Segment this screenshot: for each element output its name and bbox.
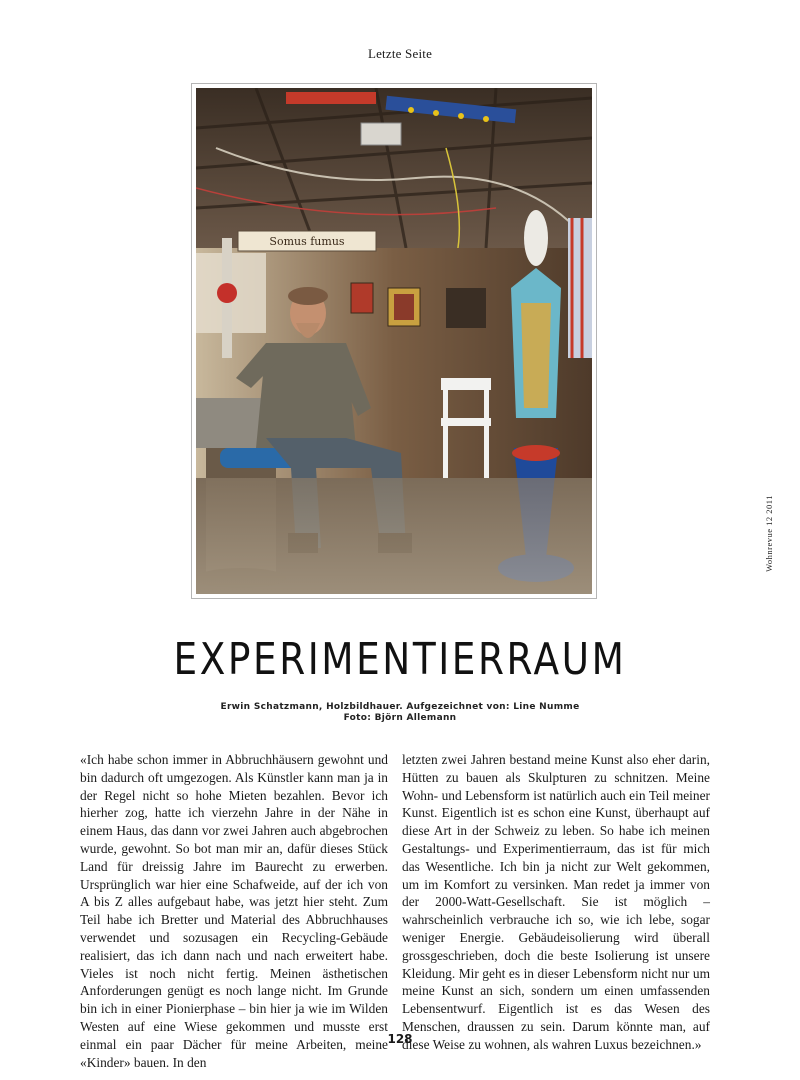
article-credit: Erwin Schatzmann, Holzbildhauer. Aufgezeichnet von: Line Numme bbox=[220, 702, 580, 712]
photo-frame bbox=[191, 83, 597, 599]
article-column-right: letzten zwei Jahren bestand meine Kunst also eher darin, Hütten zu bauen als Skulpturen zu schnitzen. Meine Wohn- und Lebensform ist natürlich auch ein Teil meiner Kunst. Eigentlich ist es schon eine Kunst, überhaupt auf diese Art in der Schweiz zu leben. So habe ich meinen Gestaltungs- und Experimentierraum, das ist für mich das Wesentliche. Ich bin ja nicht zur Welt gekommen, um im Komfort zu versinken. Man redet ja immer von der 2000-Watt-Gesellschaft. Sie ist möglich – wahrscheinlich verbrauche ich so, wie ich lebe, sogar weniger Energie. Gebäudeisolierung wird überall grossgeschrieben, doch die beste Isolierung ist unsere Kleidung. Mir geht es in dieser Lebensform nicht nur um meine Kunst an sich, sondern um einen umfassenden Lebensentwurf. Eigentlich ist es das Wesen des Menschen, draussen zu sein. Darum könnte man, auf diese Weise zu wohnen, als wahren Luxus bezeichnen.» bbox=[402, 752, 710, 1052]
photo-credit: Foto: Björn Allemann bbox=[343, 713, 457, 723]
magazine-issue-label: Wohnrevue 12 2011 bbox=[764, 495, 774, 572]
article-title: EXPERIMENTIERRAUM bbox=[173, 634, 627, 685]
page-number: 128 bbox=[387, 1032, 413, 1046]
section-label: Letzte Seite bbox=[367, 46, 433, 61]
workshop-photo bbox=[196, 88, 592, 594]
sign-text: Somus fumus bbox=[269, 235, 345, 248]
article-column-left: «Ich habe schon immer in Abbruchhäusern gewohnt und bin dadurch oft umgezogen. Als Künstler kann man ja in der Regel nicht so hohe Mieten bezahlen. Bevor ich hierher zog, hatte ich vierzehn Jahre in der Nähe in einem Haus, das dann vor zwei Jahren auch abgebrochen wurde, gewohnt. So bot man mir an, dafür dieses Stück Land für dreissig Jahre im Baurecht zu erwerben. Ursprünglich war hier eine Schafweide, auf der ich von A bis Z alles aufgebaut habe, was jetzt hier steht. Zum Teil habe ich Bretter und Material des Abbruchhauses verwendet und sozusagen ein Recycling-Gebäude realisiert, das ich dann nach und nach erweitert habe. Vieles ist noch nicht fertig. Meinen ästhetischen Anforderungen genügt es noch lange nicht. Im Grunde bin ich in einer Pionierphase – bin hier ja wie im Wilden Westen auf eine Wiese gekommen und musste erst einmal ein paar Dächer für meine Arbeiten, meine «Kinder» bauen. In den bbox=[80, 752, 388, 1070]
